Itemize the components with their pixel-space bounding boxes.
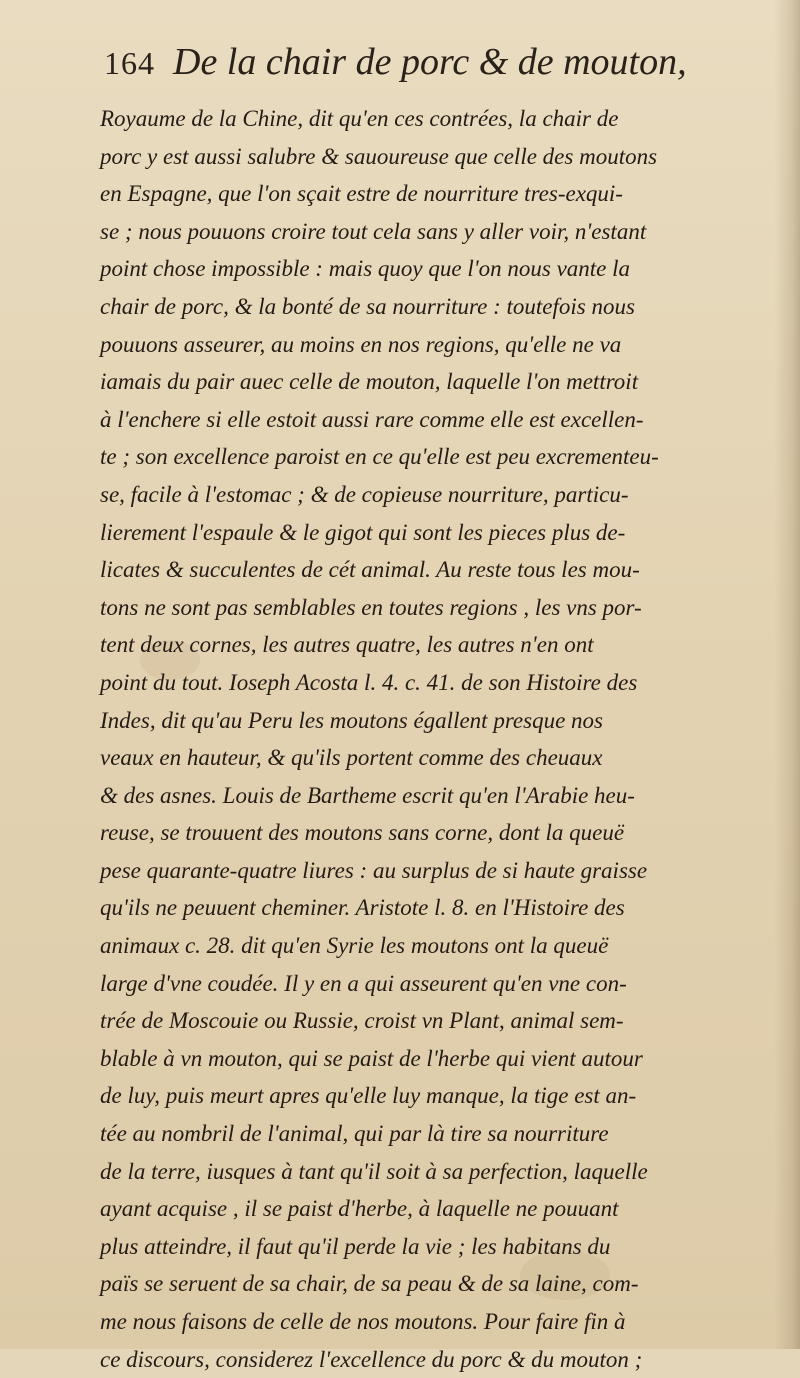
text-line: pouuons asseurer, au moins en nos regions, qu'elle ne va [100, 331, 622, 357]
text-line: se ; nous pouuons croire tout cela sans y aller voir, n'estant [100, 218, 647, 244]
text-line: veaux en hauteur, & qu'ils portent comme des cheuaux [100, 745, 603, 771]
text-line: tons ne sont pas semblables en toutes regions , les vns por- [100, 594, 642, 620]
text-line: de luy, puis meurt apres qu'elle luy manque, la tige est an- [100, 1083, 637, 1109]
page-header [104, 40, 760, 100]
text-line: me nous faisons de celle de nos moutons. Pour faire fin à [100, 1309, 626, 1334]
text-line: païs se seruent de sa chair, de sa peau & de sa laine, com- [100, 1271, 639, 1297]
text-line: iamais du pair auec celle de mouton, laquelle l'on mettroit [100, 369, 639, 395]
text-line: ce discours, considerez l'excellence du porc & du mouton ; [100, 1346, 643, 1372]
text-line: point chose impossible : mais quoy que l'on nous vante la [100, 256, 631, 282]
text-line: porc y est aussi salubre & sauoureuse que celle des moutons [100, 143, 658, 169]
text-line: Indes, dit qu'au Peru les moutons égallent presque nos [100, 707, 603, 733]
text-line: licates & succulentes de cét animal. Au reste tous les mou- [100, 557, 640, 583]
text-line: plus atteindre, il faut qu'il perde la vie ; les habitans du [100, 1233, 611, 1259]
text-line: se, facile à l'estomac ; & de copieuse nourriture, particu- [100, 481, 629, 507]
text-line: chair de porc, & la bonté de sa nourriture : toutefois nous [100, 293, 635, 319]
text-line: trée de Moscouie ou Russie, croist vn Plant, animal sem- [100, 1008, 624, 1034]
text-line: Royaume de la Chine, dit qu'en ces contrées, la chair de [100, 106, 619, 131]
running-title: De la chair de porc & de mouton, [173, 41, 687, 83]
page-edge-shadow [774, 0, 800, 1349]
text-line: ayant acquise , il se paist d'herbe, à laquelle ne pouuant [100, 1196, 619, 1222]
text-line: point du tout. Ioseph Acosta l. 4. c. 41. de son Histoire des [100, 669, 638, 695]
text-line: qu'ils ne peuuent cheminer. Aristote l. 8. en l'Histoire des [100, 895, 625, 921]
text-line: à l'enchere si elle estoit aussi rare comme elle est excellen- [100, 406, 644, 432]
text-line: en Espagne, que l'on sçait estre de nourriture tres-exqui- [100, 181, 623, 207]
text-line: pese quarante-quatre liures : au surplus de si haute graisse [100, 857, 648, 883]
text-line: blable à vn mouton, qui se paist de l'herbe qui vient autour [100, 1045, 643, 1071]
body-text [100, 100, 770, 1378]
text-line: de la terre, iusques à tant qu'il soit à sa perfection, laquelle [100, 1158, 648, 1184]
text-line: & des asnes. Louis de Bartheme escrit qu'en l'Arabie heu- [100, 782, 635, 808]
text-line: lierement l'espaule & le gigot qui sont les pieces plus de- [100, 519, 626, 545]
text-line: tée au nombril de l'animal, qui par là tire sa nourriture [100, 1121, 609, 1147]
text-line: te ; son excellence paroist en ce qu'elle est peu excrementeu- [100, 444, 659, 470]
text-line: animaux c. 28. dit qu'en Syrie les moutons ont la queuë [100, 933, 609, 959]
text-line: tent deux cornes, les autres quatre, les autres n'en ont [100, 632, 594, 658]
page-number: 164 [104, 45, 155, 81]
text-line: large d'vne coudée. Il y en a qui asseurent qu'en vne con- [100, 970, 627, 996]
text-line: reuse, se trouuent des moutons sans corne, dont la queuë [100, 820, 625, 846]
